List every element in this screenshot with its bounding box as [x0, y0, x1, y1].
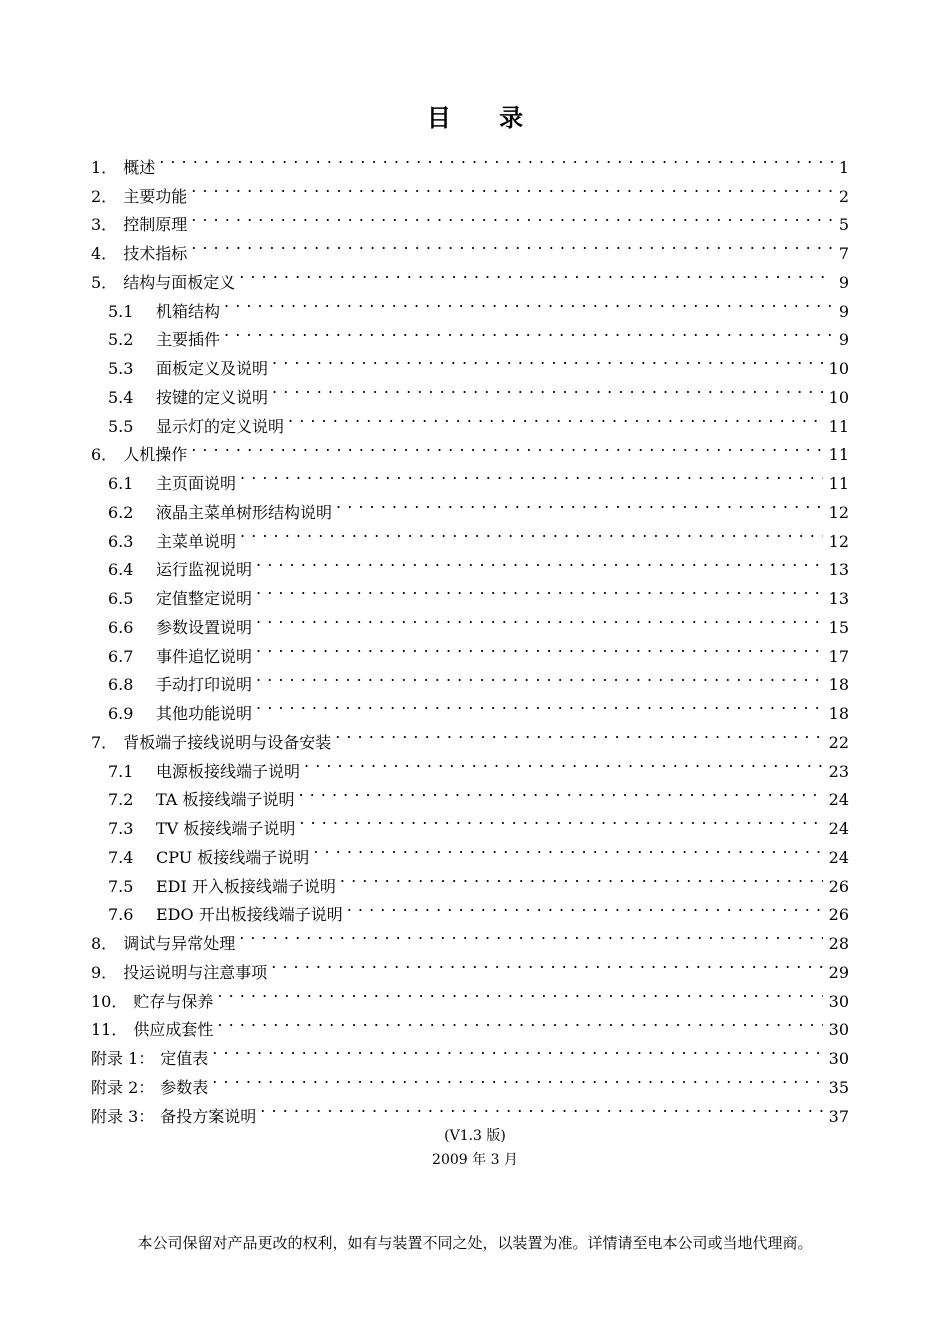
toc-entry-page: 2 — [838, 186, 849, 206]
toc-dot-leader — [224, 288, 833, 317]
toc-entry-title: 按键的定义说明 — [156, 387, 269, 407]
toc-dot-leader — [271, 949, 822, 978]
toc-entry-page: 24 — [828, 819, 849, 838]
toc-dot-leader — [212, 1064, 822, 1093]
toc-entry-title: 手动打印说明 — [156, 675, 253, 695]
toc-dot-leader — [299, 805, 822, 834]
toc-entry-page: 28 — [828, 934, 849, 953]
toc-entry-title: 面板定义及说明 — [156, 359, 269, 378]
toc-dot-leader — [191, 230, 833, 259]
toc-dot-leader — [217, 978, 822, 1007]
toc-entry-title: 概述 — [123, 157, 156, 177]
toc-entry-title: 机箱结构 — [156, 301, 221, 321]
toc-dot-leader — [256, 633, 823, 662]
toc-entry-number: 6.2 — [108, 502, 134, 522]
toc-entry-title: TV 板接线端子说明 — [156, 819, 296, 838]
toc-dot-leader — [335, 719, 822, 748]
toc-dot-leader — [256, 575, 823, 604]
toc-dot-leader — [239, 920, 822, 949]
toc-dot-leader — [191, 173, 833, 202]
toc-dot-leader — [340, 863, 823, 892]
toc-dot-leader — [191, 432, 822, 461]
toc-entry[interactable] — [91, 259, 849, 292]
toc-dot-leader — [288, 403, 823, 432]
toc-entry-number: 5． — [91, 272, 118, 292]
toc-entry-number: 6.3 — [108, 531, 134, 551]
toc-entry-title: 液晶主菜单树形结构说明 — [156, 502, 333, 522]
toc-entry-page: 10 — [828, 387, 849, 407]
toc-entry-title: 主页面说明 — [156, 474, 237, 493]
toc-entry-title: 供应成套性 — [133, 1020, 214, 1040]
toc-entry-number: 6.7 — [108, 646, 134, 666]
toc-entry[interactable] — [91, 173, 849, 206]
toc-entry-page: 10 — [828, 359, 849, 378]
toc-entry-page: 29 — [828, 962, 849, 982]
toc-dot-leader — [298, 777, 822, 806]
toc-entry-page: 11 — [828, 445, 849, 465]
toc-entry-number: 5.3 — [108, 359, 134, 378]
toc-entry-title: 技术指标 — [123, 244, 188, 263]
toc-entry-title: 投运说明与注意事项 — [123, 962, 268, 982]
toc-entry[interactable] — [91, 432, 849, 465]
toc-entry-number: 6.4 — [108, 560, 134, 580]
version-label: (V1.3 版) — [444, 1128, 506, 1144]
toc-dot-leader — [304, 748, 823, 777]
toc-entry-number: 7． — [91, 732, 118, 752]
toc-entry-page: 9 — [838, 330, 849, 350]
toc-entry-page: 24 — [828, 790, 849, 810]
table-of-contents — [91, 144, 849, 1126]
toc-dot-leader — [239, 259, 833, 288]
toc-entry-page: 18 — [828, 675, 849, 695]
toc-dot-leader — [347, 892, 823, 921]
toc-dot-leader — [240, 518, 823, 547]
toc-dot-leader — [212, 1035, 822, 1064]
toc-entry-number: 3． — [91, 215, 118, 235]
toc-entry-number: 4． — [91, 244, 118, 263]
toc-entry-number: 6． — [91, 445, 118, 465]
toc-entry-title: 定值整定说明 — [156, 589, 253, 608]
toc-dot-leader — [191, 202, 833, 231]
toc-entry-title: 定值表 — [160, 1049, 209, 1068]
toc-entry-title: 参数设置说明 — [156, 617, 253, 637]
toc-dot-leader — [217, 1007, 822, 1036]
toc-dot-leader — [159, 144, 833, 173]
toc-entry-number: 5.1 — [108, 301, 134, 321]
toc-entry[interactable] — [91, 144, 849, 177]
toc-entry[interactable] — [91, 230, 849, 263]
toc-entry-number: 7.1 — [108, 761, 134, 781]
footer-notice: 本公司保留对产品更改的权利，如有与装置不同之处，以装置为准。详情请至电本公司或当地代理商。 — [137, 1234, 813, 1252]
toc-entry-title: EDI 开入板接线端子说明 — [156, 876, 336, 896]
toc-entry-page: 30 — [828, 1020, 849, 1040]
toc-entry-number: 7.3 — [108, 819, 134, 838]
toc-dot-leader — [313, 834, 822, 863]
toc-entry-number: 6.8 — [108, 675, 134, 695]
toc-entry-page: 1 — [838, 157, 849, 177]
date-label: 2009 年 3 月 — [432, 1152, 518, 1168]
toc-entry-page: 12 — [828, 502, 849, 522]
toc-entry-number: 5.4 — [108, 387, 134, 407]
toc-entry-title: 运行监视说明 — [156, 560, 253, 580]
toc-entry-page: 11 — [828, 416, 849, 436]
toc-entry-page: 9 — [838, 301, 849, 321]
toc-dot-leader — [272, 374, 823, 403]
toc-entry-title: 调试与异常处理 — [123, 934, 236, 953]
toc-entry-number: 6.1 — [108, 474, 134, 493]
toc-entry-page: 7 — [838, 244, 849, 263]
toc-entry-number: 6.6 — [108, 617, 134, 637]
toc-entry-page: 12 — [828, 531, 849, 551]
toc-entry-title: CPU 板接线端子说明 — [156, 847, 310, 867]
toc-entry-title: EDO 开出板接线端子说明 — [156, 905, 343, 925]
toc-dot-leader — [224, 317, 833, 346]
toc-entry-title: 电源板接线端子说明 — [156, 761, 301, 781]
toc-entry-number: 7.2 — [108, 790, 134, 810]
toc-entry-number: 10． — [91, 991, 128, 1011]
toc-entry-number: 1． — [91, 157, 118, 177]
toc-entry-title: 主要功能 — [123, 186, 188, 206]
toc-entry-number: 5.2 — [108, 330, 134, 350]
toc-entry-number: 7.5 — [108, 876, 134, 896]
toc-dot-leader — [336, 489, 823, 518]
toc-entry-number: 6.9 — [108, 704, 134, 723]
toc-entry-page: 37 — [828, 1106, 849, 1126]
toc-entry-title: TA 板接线端子说明 — [156, 790, 295, 810]
toc-entry-title: 事件追忆说明 — [156, 646, 253, 666]
toc-entry-title: 贮存与保养 — [133, 991, 214, 1011]
toc-entry-number: 8． — [91, 934, 118, 953]
toc-title: 目 录 — [426, 103, 544, 132]
toc-entry-number: 2． — [91, 186, 118, 206]
toc-entry-page: 23 — [828, 761, 849, 781]
toc-entry-page: 22 — [828, 732, 849, 752]
toc-entry-number: 7.4 — [108, 847, 134, 867]
toc-entry-page: 18 — [828, 704, 849, 723]
toc-dot-leader — [256, 604, 823, 633]
toc-dot-leader — [260, 1093, 822, 1122]
toc-dot-leader — [272, 345, 823, 374]
toc-dot-leader — [240, 460, 823, 489]
toc-entry-number: 附录 2： — [91, 1077, 155, 1097]
toc-entry-title: 其他功能说明 — [156, 704, 253, 723]
toc-entry[interactable] — [91, 460, 849, 493]
toc-entry-number: 11． — [91, 1020, 128, 1040]
toc-entry-number: 7.6 — [108, 905, 134, 925]
toc-entry-page: 13 — [828, 589, 849, 608]
toc-entry-page: 24 — [828, 847, 849, 867]
toc-entry-title: 背板端子接线说明与设备安装 — [123, 732, 332, 752]
toc-entry-title: 主菜单说明 — [156, 531, 237, 551]
toc-entry-number: 附录 1： — [91, 1049, 155, 1068]
toc-entry-title: 人机操作 — [123, 445, 188, 465]
toc-entry[interactable] — [91, 202, 849, 235]
toc-entry-page: 17 — [828, 646, 849, 666]
toc-entry-page: 9 — [838, 272, 849, 292]
toc-entry-page: 13 — [828, 560, 849, 580]
toc-entry-page: 11 — [828, 474, 849, 493]
toc-entry-page: 30 — [828, 1049, 849, 1068]
toc-entry-number: 附录 3： — [91, 1106, 155, 1126]
toc-dot-leader — [256, 662, 823, 691]
toc-entry-page: 30 — [828, 991, 849, 1011]
toc-entry-number: 9． — [91, 962, 118, 982]
toc-entry-page: 35 — [828, 1077, 849, 1097]
toc-dot-leader — [256, 547, 823, 576]
toc-entry-title: 结构与面板定义 — [123, 272, 236, 292]
toc-entry-page: 5 — [838, 215, 849, 235]
toc-entry-title: 显示灯的定义说明 — [156, 416, 285, 436]
toc-entry-number: 5.5 — [108, 416, 134, 436]
toc-entry-page: 15 — [828, 617, 849, 637]
toc-entry-title: 参数表 — [160, 1077, 209, 1097]
toc-dot-leader — [256, 690, 823, 719]
toc-entry-title: 主要插件 — [156, 330, 221, 350]
toc-entry-page: 26 — [828, 876, 849, 896]
toc-entry-number: 6.5 — [108, 589, 134, 608]
toc-entry-title: 备投方案说明 — [160, 1106, 257, 1126]
toc-entry-page: 26 — [828, 905, 849, 925]
toc-entry-title: 控制原理 — [123, 215, 188, 235]
